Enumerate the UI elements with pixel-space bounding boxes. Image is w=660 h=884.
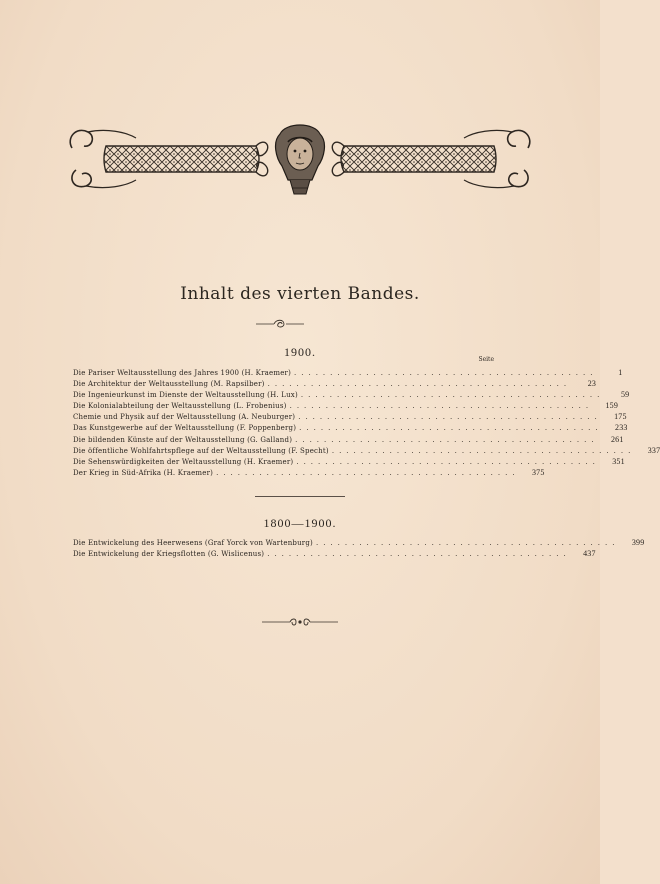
- swirl-divider: [254, 318, 306, 330]
- page-number: 233: [615, 423, 628, 433]
- page-number: 1: [618, 368, 623, 377]
- toc-section-1900: [73, 367, 660, 478]
- toc-entry[interactable]: Die Sehenswürdigkeiten der Weltausstellung (H. Kraemer) .......................................... 351: [73, 456, 625, 466]
- page-number: 159: [605, 401, 619, 411]
- toc-entry[interactable]: Die Entwickelung der Kriegsflotten (G. Wislicenus) .......................................... 437: [73, 549, 596, 559]
- page-number: 23: [587, 379, 597, 389]
- face-icon: [276, 125, 325, 194]
- page-number: 175: [614, 412, 627, 422]
- toc-entry[interactable]: Die Ingenieurkunst im Dienste der Weltausstellung (H. Lux) .......................................... 59: [73, 390, 630, 400]
- page-number: 399: [631, 538, 645, 547]
- section-divider: [255, 496, 345, 497]
- end-ornament: [262, 617, 338, 627]
- toc-entry[interactable]: Die Kolonialabteilung der Weltausstellung (L. Frobenius) .......................................... 159: [73, 401, 619, 411]
- section-heading-1900: 1900.: [284, 345, 316, 359]
- page-number: 337: [647, 445, 660, 455]
- page-number: 59: [620, 390, 630, 400]
- toc-section-1800-1900: [73, 537, 645, 559]
- page-column-label: Seite: [478, 356, 494, 363]
- page-number: 375: [531, 467, 545, 477]
- toc-entry[interactable]: Das Kunstgewerbe auf der Weltausstellung (F. Poppenberg) .......................................... 233: [73, 423, 628, 433]
- toc-entry[interactable]: Die bildenden Künste auf der Weltausstellung (G. Galland) .......................................... 261: [73, 434, 624, 444]
- toc-entry[interactable]: Die öffentliche Wohlfahrtspflege auf der Weltausstellung (F. Specht) .......................................... 337: [73, 445, 660, 455]
- toc-entry[interactable]: Die Entwickelung des Heerwesens (Graf Yorck von Wartenburg) .......................................... 399: [73, 538, 645, 547]
- contents-title: Inhalt des vierten Bandes.: [180, 284, 420, 304]
- toc-entry[interactable]: Die Pariser Weltausstellung des Jahres 1900 (H. Kraemer) .......................................... 1: [73, 368, 623, 377]
- section-heading-1800-1900: 1800—1900.: [263, 516, 337, 530]
- toc-entry[interactable]: Die Architektur der Weltausstellung (M. Rapsilber) .......................................... 23: [73, 379, 597, 389]
- page-number: 261: [610, 434, 624, 444]
- page-number: 437: [583, 549, 596, 559]
- toc-entry[interactable]: Der Krieg in Süd-Afrika (H. Kraemer) .......................................... 375: [73, 467, 545, 477]
- page-number: 351: [612, 456, 625, 466]
- face-cartouche-ornament: [66, 118, 534, 200]
- toc-entry[interactable]: Chemie und Physik auf der Weltausstellung (A. Neuburger) .......................................... 175: [73, 412, 627, 422]
